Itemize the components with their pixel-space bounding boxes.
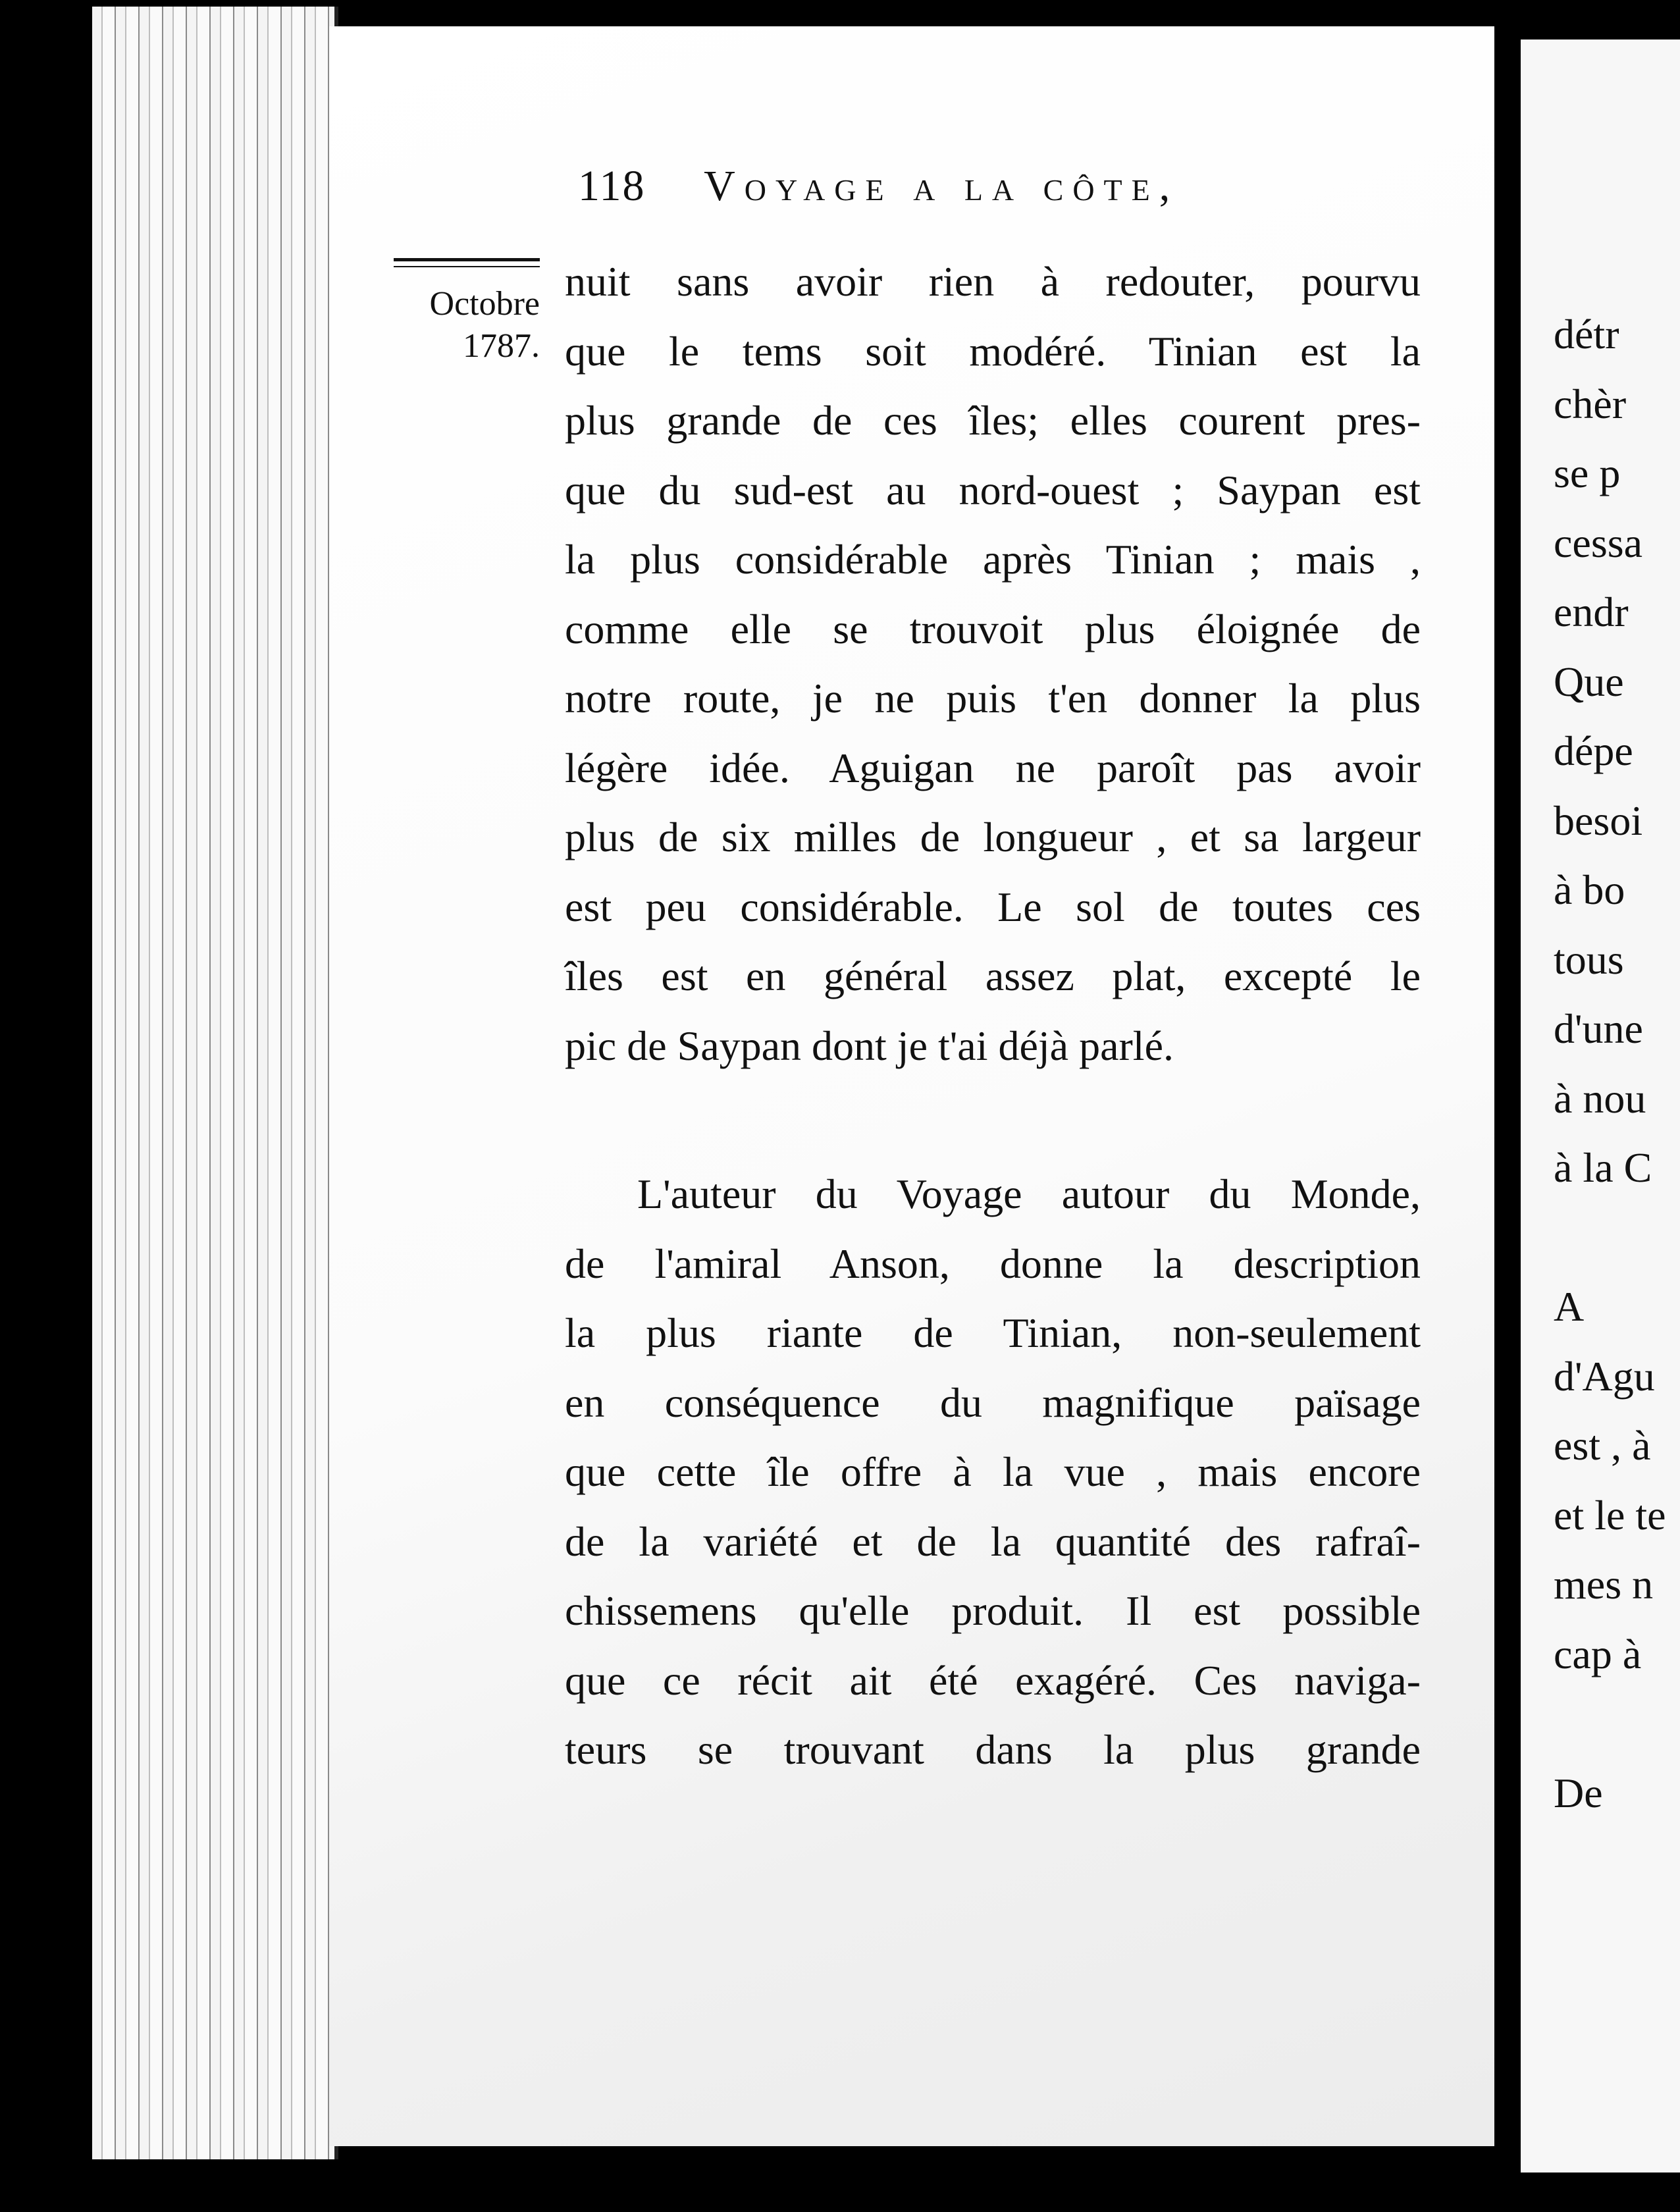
next-page-line: et le te	[1554, 1491, 1666, 1539]
text-line: chissemens qu'elle produit. Il est possible	[565, 1587, 1421, 1634]
text-line: nuit sans avoir rien à redouter, pourvu	[565, 258, 1421, 305]
next-page-line: d'Agu	[1554, 1352, 1655, 1400]
next-page-line: dépe	[1554, 727, 1633, 774]
margin-rule	[394, 258, 540, 261]
margin-note	[395, 283, 540, 367]
text-line: pic de Saypan dont je t'ai déjà parlé.	[565, 1022, 1174, 1069]
next-page-line: est , à	[1554, 1422, 1651, 1469]
text-line: légère idée. Aguigan ne paroît pas avoir	[565, 744, 1421, 791]
text-line: que le tems soit modéré. Tinian est la	[565, 327, 1421, 375]
text-line: plus grande de ces îles; elles courent pres-	[565, 397, 1421, 444]
next-page-line: détr	[1554, 311, 1619, 357]
page-edges	[92, 7, 336, 2159]
next-page-line: à nou	[1554, 1074, 1646, 1122]
next-page-line: tous	[1554, 935, 1624, 983]
next-page-line: d'une	[1554, 1005, 1643, 1052]
next-page-line: A	[1554, 1283, 1585, 1330]
next-page-line: à la C	[1554, 1144, 1652, 1191]
next-page-line	[1554, 1203, 1666, 1273]
text-line: îles est en général assez plat, excepté le	[565, 953, 1421, 999]
next-page-line: mes n	[1554, 1561, 1654, 1608]
next-page-line: cap à	[1554, 1630, 1642, 1677]
next-page-text	[1554, 300, 1666, 1828]
next-page-line: se p	[1554, 450, 1621, 496]
next-page-line: cessa	[1554, 519, 1643, 566]
paragraph-1	[565, 247, 1421, 1080]
text-line: de la variété et de la quantité des rafraî-	[565, 1517, 1421, 1565]
text-line: que ce récit ait été exagéré. Ces naviga-	[565, 1656, 1421, 1704]
next-page-line: chèr	[1554, 380, 1627, 427]
running-header	[578, 161, 1179, 211]
text-line: teurs se trouvant dans la plus grande	[565, 1726, 1421, 1773]
next-page-line: De	[1554, 1769, 1603, 1816]
margin-note-year: 1787.	[463, 327, 540, 365]
next-page-edge	[1521, 40, 1680, 2172]
body-text	[565, 247, 1421, 1785]
text-line: L'auteur du Voyage autour du Monde,	[637, 1171, 1421, 1217]
next-page-line: Que	[1554, 658, 1624, 705]
next-page-line	[1554, 1689, 1666, 1758]
text-line: la plus considérable après Tinian ; mais ,	[565, 536, 1421, 583]
margin-rule-thin	[394, 266, 540, 267]
paragraph-gap	[565, 1080, 1421, 1159]
text-line: que du sud-est au nord-ouest ; Saypan est	[565, 466, 1421, 514]
text-line: est peu considérable. Le sol de toutes ces	[565, 883, 1421, 930]
page-number: 118	[578, 162, 646, 210]
margin-note-month: Octobre	[429, 285, 540, 323]
text-line: comme elle se trouvoit plus éloignée de	[565, 605, 1421, 652]
running-title: Voyage a la côte,	[704, 162, 1180, 210]
text-line: notre route, je ne puis t'en donner la plus	[565, 675, 1421, 722]
text-line: la plus riante de Tinian, non-seulement	[565, 1309, 1421, 1356]
next-page-line: endr	[1554, 589, 1629, 635]
next-page-line: à bo	[1554, 866, 1625, 913]
text-line: en conséquence du magnifique païsage	[565, 1379, 1421, 1426]
text-line: plus de six milles de longueur , et sa largeur	[565, 814, 1421, 860]
text-line: que cette île offre à la vue , mais encore	[565, 1448, 1421, 1495]
paragraph-2	[565, 1159, 1421, 1785]
text-line: de l'amiral Anson, donne la description	[565, 1240, 1421, 1287]
next-page-line: besoi	[1554, 797, 1643, 844]
